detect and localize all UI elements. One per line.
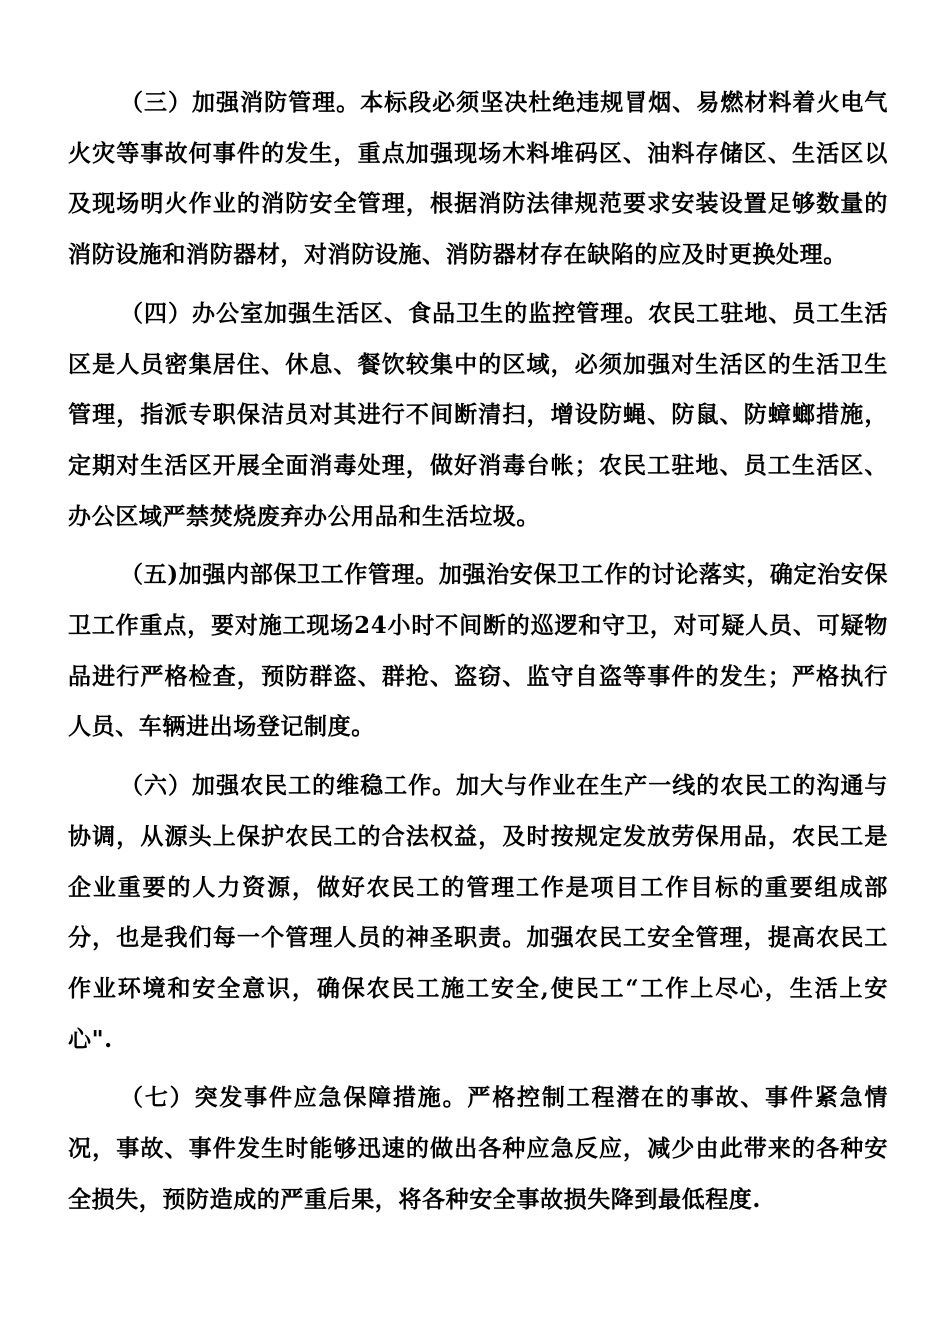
paragraph-living-area-hygiene: （四）办公室加强生活区、食品卫生的监控管理。农民工驻地、员工生活区是人员密集居住、休息、餐饮较集中的区域，必须加强对生活区的生活卫生管理，指派专职保洁员对其进行不间断清扫，增设防蝇、防鼠、防蟑螂措施，定期对生活区开展全面消毒处理，做好消毒台帐；农民工驻地、员工生活区、办公区域严禁焚烧废弃办公用品和生活垃圾。 <box>68 299 888 530</box>
document-page <box>68 78 888 1225</box>
paragraph-fire-safety: （三）加强消防管理。本标段必须坚决杜绝违规冒烟、易燃材料着火电气火灾等事故何事件的发生，重点加强现场木料堆码区、油料存储区、生活区以及现场明火作业的消防安全管理，根据消防法律规范要求安装设置足够数量的消防设施和消防器材，对消防设施、消防器材存在缺陷的应及时更换处理。 <box>68 89 888 269</box>
paragraph-emergency-measures: （七）突发事件应急保障措施。严格控制工程潜在的事故、事件紧急情况，事故、事件发生时能够迅速的做出各种应急反应，减少由此带来的各种安全损失，预防造成的严重后果，将各种安全事故损失降到最低程度. <box>68 1084 888 1213</box>
paragraph-internal-security: （五)加强内部保卫工作管理。加强治安保卫工作的讨论落实，确定治安保卫工作重点，要对施工现场24小时不间断的巡逻和守卫，对可疑人员、可疑物品进行严格检查，预防群盗、群抢、盗窃、监守自盗等事件的发生；严格执行人员、车辆进出场登记制度。 <box>68 561 888 741</box>
paragraph-migrant-worker-stability: （六）加强农民工的维稳工作。加大与作业在生产一线的农民工的沟通与协调，从源头上保护农民工的合法权益，及时按规定发放劳保用品，农民工是企业重要的人力资源，做好农民工的管理工作是项目工作目标的重要组成部分，也是我们每一个管理人员的神圣职责。加强农民工安全管理，提高农民工作业环境和安全意识，确保农民工施工安全,使民工“工作上尽心，生活上安心". <box>68 772 888 1053</box>
